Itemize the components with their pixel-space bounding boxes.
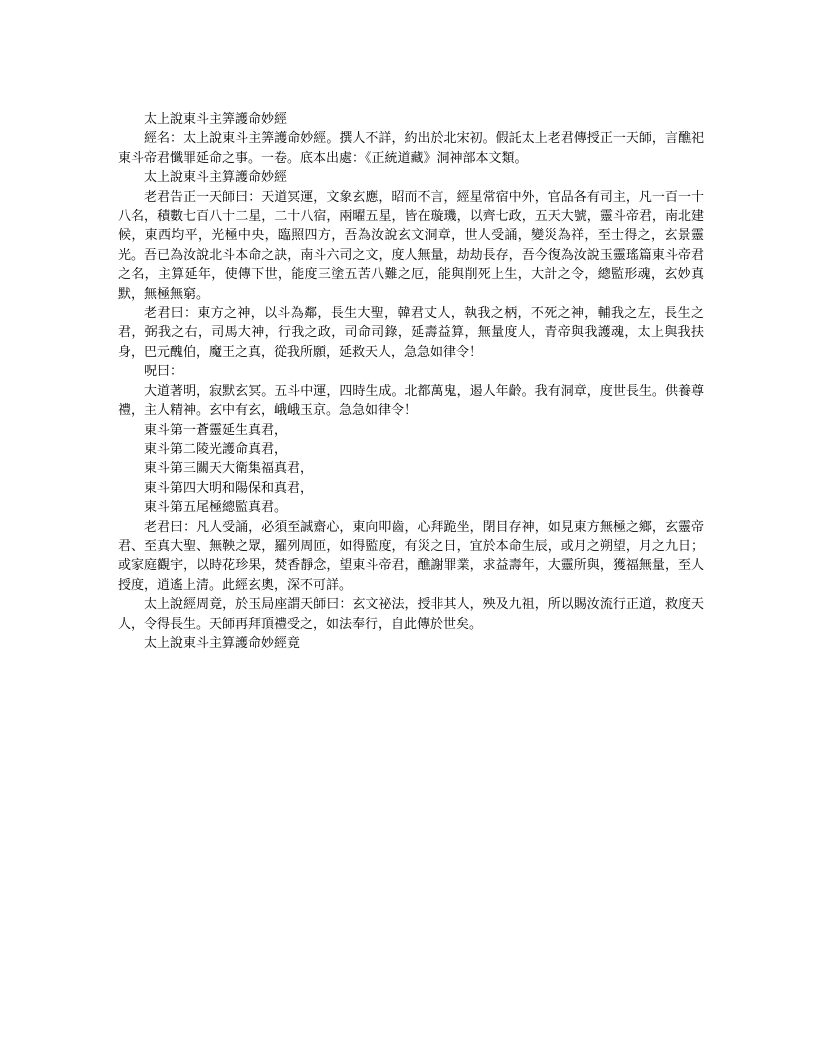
incantation-label: 呪曰： xyxy=(144,364,184,380)
document-body xyxy=(118,110,704,653)
scripture-description: 經名：太上說東斗主筭護命妙經。撰人不詳，約出於北宋初。假託太上老君傳授正一天師，言醮祀東斗帝君懺罪延命之事。一卷。底本出處：《正統道藏》洞神部本文類。 xyxy=(118,131,704,166)
scripture-heading: 太上說東斗主算護命妙經 xyxy=(144,170,288,186)
deity-name-line: 東斗第一蒼靈延生真君， xyxy=(144,422,288,438)
paragraph: 太上說經周竟，於玉局座謂天師曰：玄文祕法，授非其人，殃及九祖，所以賜汝流行正道，救度天人，令得長生。天師再拜頂禮受之，如法奉行，自此傳於世矣。 xyxy=(118,597,704,632)
deity-name-line: 東斗第五尾極總監真君。 xyxy=(144,500,288,516)
deity-name-line: 東斗第四大明和陽保和真君， xyxy=(144,480,314,496)
paragraph: 老君告正一天師曰：天道冥運，文象玄應，昭而不言，經星常宿中外，官品各有司主，凡一百一十八名，積數七百八十二星，二十八宿，兩曜五星，皆在璇璣，以齊七政，五天大號，靈斗帝君，南北建候，東西均平，光極中央，臨照四方，吾為汝說玄文洞章，世人受誦，變災為祥，至士得之，玄景靈光。吾已為汝說北斗本命之訣，南斗六司之文，度人無量，劫劫長存，吾今復為汝說玉靈瑤篇東斗帝君之名，主算延年，使傳下世，能度三塗五苦八難之厄，能與削死上生，大計之令，總監形魂，玄妙真默，無極無窮。 xyxy=(118,189,704,302)
scripture-end-line: 太上說東斗主算護命妙經竟 xyxy=(144,635,301,651)
paragraph: 老君曰：凡人受誦，必須至誠齋心，東向叩齒，心拜跪坐，閉目存神，如見東方無極之鄉，玄靈帝君、至真大聖、無鞅之眾，羅列周匝，如得監度，有災之日，宜於本命生辰，或月之朔望，月之九日；或家庭觀宇，以時花珍果，焚香靜念，望東斗帝君，醮謝罪業，求益壽年，大靈所與，獲福無量，至人授度，逍遙上清。此經玄奧，深不可詳。 xyxy=(118,519,704,593)
deity-name-line: 東斗第二陵光護命真君， xyxy=(144,441,288,457)
incantation-text: 大道著明，寂默玄冥。五斗中運，四時生成。北都萬鬼，遏人年齡。我有洞章，度世長生。供養尊禮，主人精神。玄中有玄，峨峨玉京。急急如律令！ xyxy=(118,383,704,419)
deity-name-line: 東斗第三關天大衛集福真君， xyxy=(144,461,314,477)
scripture-title: 太上說東斗主筭護命妙經 xyxy=(144,112,288,127)
paragraph: 老君曰：東方之神，以斗為鄰，長生大聖，韓君丈人，執我之柄，不死之神，輔我之左，長生之君，弼我之右，司馬大神，行我之政，司命司錄，延壽益算，無量度人，青帝與我護魂，太上與我扶身，巴元醜伯，魔王之真，從我所願，延救天人，急急如律令！ xyxy=(118,306,704,360)
